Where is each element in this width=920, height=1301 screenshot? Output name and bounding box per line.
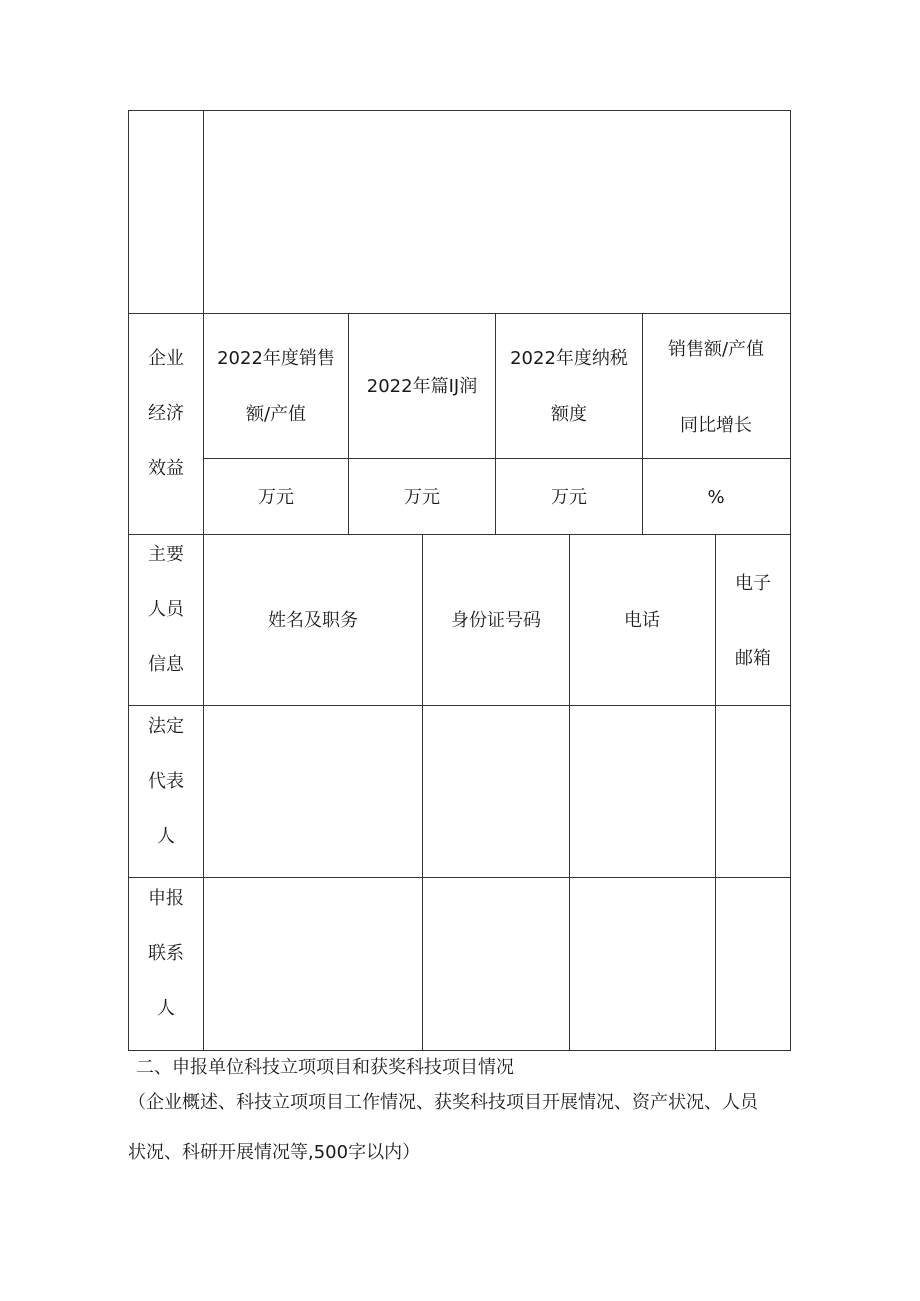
legal-rep-label-line-1: 法定 — [148, 716, 184, 737]
tax-header-line-2: 额度 — [551, 404, 587, 425]
section-2-note-line-2: 状况、科研开展情况等,500字以内） — [128, 1142, 421, 1163]
legal-rep-label-line-2: 代表 — [148, 771, 184, 792]
contact-label-line-2: 联系 — [148, 943, 184, 964]
section-2-note-line-1: （企业概述、科技立项项目工作情况、获奖科技项目开展情况、资产状况、人员 — [128, 1092, 758, 1113]
growth-header-line-2: 同比增长 — [680, 415, 752, 436]
personnel-label-line-2: 人员 — [148, 599, 184, 620]
economic-col-divider-2 — [495, 313, 496, 534]
profit-header: 2022年篇IJ润 — [366, 376, 478, 397]
contact-label-line-3: 人 — [157, 998, 175, 1019]
personnel-col-divider-3 — [715, 534, 716, 1051]
personnel-col-divider-2 — [569, 534, 570, 1051]
contact-label-line-1: 申报 — [148, 888, 184, 909]
growth-unit: % — [707, 487, 725, 508]
economic-label-line-3: 效益 — [148, 458, 184, 479]
tax-header-line-1: 2022年度纳税 — [510, 348, 628, 369]
growth-header-line-1: 销售额/产值 — [667, 339, 765, 360]
personnel-label-line-3: 信息 — [148, 654, 184, 675]
sales-header-line-2: 额/产值 — [245, 404, 307, 425]
personnel-col-divider-1 — [422, 534, 423, 1051]
economic-label-line-2: 经济 — [148, 403, 184, 424]
application-form-table — [128, 110, 791, 1051]
row-divider-economic — [128, 534, 791, 535]
label-column-divider — [203, 110, 204, 1051]
economic-label-line-1: 企业 — [148, 348, 184, 369]
phone-header: 电话 — [624, 610, 660, 631]
economic-col-divider-3 — [642, 313, 643, 534]
section-2-title: 二、申报单位科技立项项目和获奖科技项目情况 — [136, 1057, 514, 1078]
sales-unit: 万元 — [258, 487, 294, 508]
row-divider-economic-header — [203, 458, 791, 459]
email-header-line-1: 电子 — [735, 573, 771, 594]
row-divider-personnel — [128, 705, 791, 706]
row-divider-top-section — [128, 313, 791, 314]
row-divider-legal-rep — [128, 877, 791, 878]
legal-rep-label-line-3: 人 — [157, 826, 175, 847]
profit-unit: 万元 — [404, 487, 440, 508]
id-number-header: 身份证号码 — [451, 610, 541, 631]
name-title-header: 姓名及职务 — [268, 610, 358, 631]
sales-header-line-1: 2022年度销售 — [217, 348, 335, 369]
personnel-label-line-1: 主要 — [148, 544, 184, 565]
economic-col-divider-1 — [348, 313, 349, 534]
tax-unit: 万元 — [551, 487, 587, 508]
email-header-line-2: 邮箱 — [735, 648, 771, 669]
